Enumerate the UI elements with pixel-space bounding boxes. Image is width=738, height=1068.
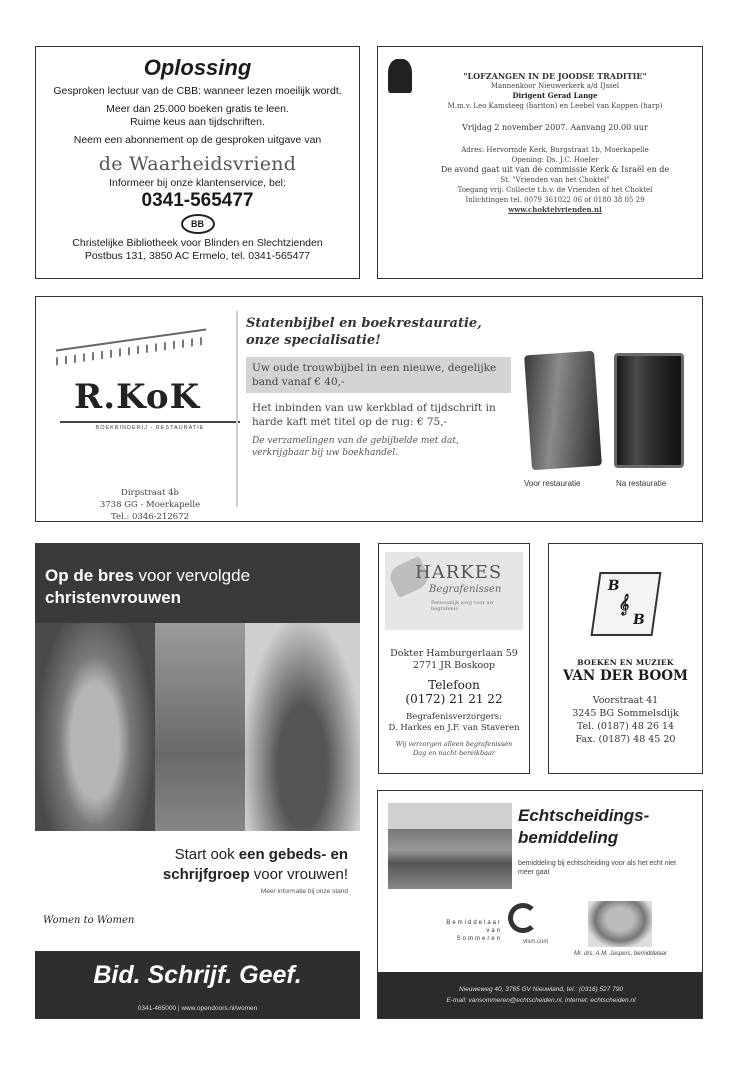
harkes-advertisement (378, 543, 530, 774)
kok-tagline: BOEKBINDERIJ - RESTAURATIE (60, 421, 240, 431)
cta-text: Start ook (174, 846, 239, 863)
cbb-line: Meer dan 25.000 boeken gratis te leen. (106, 103, 289, 115)
cta-bold: een gebeds- en (238, 846, 348, 863)
cta-bold: schrijfgroep (162, 866, 250, 883)
book-after-image (614, 353, 684, 468)
boom-name: VAN DER BOOM (563, 668, 688, 684)
cta-text: voor vrouwen! (249, 866, 348, 883)
concert-date: Vrijdag 2 november 2007. Aanvang 20.00 uur (462, 123, 648, 132)
opendoors-advertisement (35, 543, 360, 1019)
caption-after: Na restauratie (616, 479, 667, 488)
concert-line: Dirigent Gerad Lange (512, 91, 598, 100)
cbb-org: Christelijke Bibliotheek voor Blinden en Slechtzienden (72, 237, 323, 249)
cbb-address: Postbus 131, 3850 AC Ermelo, tel. 0341-565477 (84, 250, 311, 262)
opendoors-more-info: Meer informatie bij onze stand (260, 888, 348, 895)
kok-advertisement (35, 296, 703, 522)
harkes-note: Dag en nacht bereikbaar (413, 749, 495, 757)
mediator-caption: Mr. drs. A.M. Jaspers, bemiddelaar (574, 951, 667, 957)
boom-shop-type: BOEKEN EN MUZIEK (577, 658, 674, 667)
harkes-role: Begrafenisverzorgers: (406, 712, 502, 722)
kok-logo: R.KoK (74, 377, 201, 417)
cbb-logo-icon (181, 214, 215, 234)
vanderboom-advertisement (548, 543, 703, 774)
concert-line: Mannenkoor Nieuwerkerk a/d IJssel (490, 82, 620, 90)
concert-line: Inlichtingen tel. 0079 361022 06 of 0180 38 05 29 (465, 196, 645, 204)
house-photo (388, 803, 512, 889)
echt-contact-line: E-mail: vansommeren@echtscheiden.nl, internet: echtscheiden.nl (446, 997, 636, 1004)
harkes-address (379, 648, 529, 672)
kok-logo-area (46, 317, 236, 522)
harkes-phone (379, 678, 529, 706)
echt-brand-line: van Sommeren (456, 928, 502, 942)
mediator-photo (588, 901, 652, 947)
harkes-address-line: 2771 JR Boskoop (412, 660, 496, 671)
concert-line: Opening: Ds. J.C. Hoefer (511, 156, 599, 164)
harkes-tel-label: Telefoon (428, 678, 480, 692)
concert-advertisement (377, 46, 703, 279)
concert-title: "LOFZANGEN IN DE JOODSE TRADITIE" (463, 71, 647, 81)
book-letter-b: B (605, 578, 620, 594)
headline-bold: christenvrouwen (45, 588, 182, 607)
headline-rest: voor vervolgde (133, 566, 251, 585)
kok-address-line: 3738 GG - Moerkapelle (99, 500, 201, 510)
headline-bold: Op de bres (45, 566, 134, 585)
cbb-line: Gesproken lectuur van de CBB: wanneer lezen moeilijk wordt. (53, 85, 342, 97)
opendoors-cta (163, 845, 348, 885)
echt-title (518, 805, 649, 849)
harkes-sub: Begrafenissen (429, 584, 502, 595)
opendoors-footer: 0341-465000 | www.opendoors.nl/women (35, 999, 360, 1019)
harkes-tel: (0172) 21 21 22 (405, 692, 503, 706)
boom-contact (549, 694, 702, 746)
book-letter-b: B (631, 612, 646, 628)
concert-line: Adres: Hervormde Kerk, Burgstraat 1b, Moerkapelle (461, 146, 649, 154)
echt-contact-line: Nieuweweg 40, 3765 GV Nieuwland, tel.: (0316) 527 790 (458, 986, 624, 993)
boom-fax: Fax. (0187) 48 45 20 (575, 734, 676, 745)
harkes-notes (379, 740, 529, 758)
harkes-tag: Persoonlijk zorg voor uw begrafenis (431, 600, 494, 612)
echtscheiding-advertisement (377, 790, 703, 1019)
echt-subtitle: bemiddeling bij echtscheiding voor als het echt niet meer gaat (518, 860, 676, 876)
kok-body: Het inbinden van uw kerkblad of tijdschrift in harde kaft met titel op de rug: € 75,- (252, 402, 496, 428)
swirl-logo-icon (508, 903, 538, 933)
opendoors-headline (45, 565, 250, 609)
echt-title-line: Echtscheidings- (518, 806, 650, 825)
cbb-info: Informeer bij onze klantenservice, bel: (109, 177, 286, 189)
divider (236, 311, 238, 507)
kok-address (90, 487, 210, 522)
kok-address-line: Dirpstraat 4b (121, 488, 179, 498)
opendoors-slogan: Bid. Schrijf. Geef. (35, 951, 360, 999)
cbb-line: Neem een abonnement op de gesproken uitgave van (73, 134, 322, 146)
cbb-line: Ruime keus aan tijdschriften. (130, 116, 265, 128)
kok-note: De verzamelingen van de gebijbelde met dat, verkrijgbaar bij uw boekhandel. (252, 436, 459, 458)
boom-tel: Tel. (0187) 48 26 14 (576, 721, 675, 732)
harkes-note: Wij verzorgen alleen begrafenissen (395, 740, 513, 748)
echt-brand-line: Bemiddelaar (446, 920, 502, 926)
harkes-people (379, 712, 529, 734)
cbb-advertisement (35, 46, 360, 279)
concert-line: De avond gaat uit van de commissie Kerk & Israël en de (440, 165, 670, 174)
echt-brand (438, 919, 502, 943)
harkes-logo (385, 552, 523, 630)
kok-headline: Statenbijbel en boekrestauratie, onze specialisatie! (246, 316, 482, 348)
echt-web: vlsm.com (523, 939, 549, 945)
boom-city: 3245 BG Sommelsdijk (572, 708, 679, 719)
harkes-names: D. Harkes en J.F. van Staveren (388, 723, 520, 733)
caption-before: Voor restauratie (524, 479, 581, 488)
waarheidsvriend-logo: de Waarheidsvriend (98, 153, 297, 175)
treble-clef-icon: 𝄞 (616, 594, 631, 615)
cbb-logo-text: BB (191, 219, 204, 229)
kok-highlight: Uw oude trouwbijbel in een nieuwe, degelijke band vanaf € 40,- (246, 357, 511, 393)
portrait-image (388, 59, 412, 93)
book-before-image (524, 351, 602, 471)
cbb-title: Oplossing (143, 55, 252, 80)
kok-text (246, 315, 511, 459)
echt-contact-bar (378, 972, 703, 1018)
kok-address-line: Tel.: 0346-212672 (111, 512, 189, 522)
harkes-name: HARKES (415, 562, 503, 583)
echt-title-line: bemiddeling (518, 828, 619, 847)
concert-line: Toegang vrij. Collecte t.b.v. de Vrienden of het Choktel (457, 186, 653, 194)
concert-line: St. "Vrienden van het Choktel" (500, 176, 610, 184)
harkes-address-line: Dokter Hamburgerlaan 59 (390, 648, 518, 659)
concert-website-link[interactable]: www.choktelvrienden.nl (508, 205, 602, 214)
book-music-icon (590, 572, 661, 636)
concert-line: M.m.v. Leo Kamsteeg (bariton) en Leebel van Koppen (harp) (447, 102, 663, 110)
flag-graphic (56, 328, 206, 377)
women-to-women-logo: Women to Women (43, 915, 135, 926)
boom-street: Voorstraat 41 (592, 695, 659, 706)
cbb-phone: 0341-565477 (141, 190, 254, 211)
